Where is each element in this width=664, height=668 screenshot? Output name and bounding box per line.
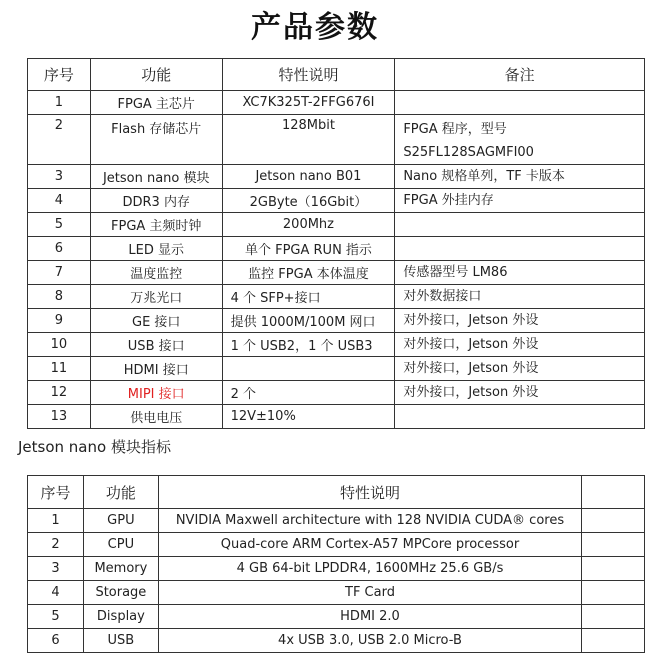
remark-line: 对外接口，Jetson 外设 — [403, 313, 539, 328]
header-function: 功能 — [90, 59, 222, 91]
table-row — [28, 405, 645, 429]
cell-remark — [395, 91, 645, 115]
remark-line: Nano 规格单列，TF 卡版本 — [403, 169, 565, 184]
cell-no: 8 — [28, 285, 91, 309]
cell-spec: 2GByte（16Gbit） — [222, 189, 395, 213]
header-no: 序号 — [28, 476, 84, 509]
table-row — [28, 261, 645, 285]
cell-spec: 提供 1000M/100M 网口 — [222, 309, 395, 333]
cell-function: Display — [83, 605, 158, 629]
header-function: 功能 — [83, 476, 158, 509]
cell-function: USB — [83, 629, 158, 653]
header-no: 序号 — [28, 59, 91, 91]
cell-spec: 128Mbit — [222, 115, 395, 165]
cell-function: CPU — [83, 533, 158, 557]
cell-spec: 12V±10% — [222, 405, 395, 429]
cell-spec: 2 个 — [222, 381, 395, 405]
remark-line: S25FL128SAGMFI00 — [403, 145, 534, 160]
cell-remark — [395, 309, 645, 333]
cell-function: Storage — [83, 581, 158, 605]
cell-function: LED 显示 — [90, 237, 222, 261]
cell-function: USB 接口 — [90, 333, 222, 357]
cell-remark — [395, 357, 645, 381]
cell-function: FPGA 主芯片 — [90, 91, 222, 115]
table-row — [28, 309, 645, 333]
cell-spec: XC7K325T-2FFG676I — [222, 91, 395, 115]
table-row — [28, 629, 645, 653]
table-row — [28, 533, 645, 557]
cell-spec: 200Mhz — [222, 213, 395, 237]
cell-no: 5 — [28, 605, 84, 629]
cell-spec: 4x USB 3.0, USB 2.0 Micro-B — [158, 629, 581, 653]
table-row — [28, 381, 645, 405]
cell-no: 10 — [28, 333, 91, 357]
cell-no: 9 — [28, 309, 91, 333]
empty-column — [582, 476, 645, 509]
cell-remark — [395, 189, 645, 213]
cell-spec: 监控 FPGA 本体温度 — [222, 261, 395, 285]
cell-no: 1 — [28, 509, 84, 533]
empty-cell — [582, 581, 645, 605]
cell-spec: TF Card — [158, 581, 581, 605]
empty-cell — [582, 533, 645, 557]
remark-line: 对外接口，Jetson 外设 — [403, 337, 539, 352]
cell-no: 7 — [28, 261, 91, 285]
cell-function: FPGA 主频时钟 — [90, 213, 222, 237]
cell-function: Jetson nano 模块 — [90, 165, 222, 189]
cell-no: 2 — [28, 115, 91, 165]
cell-function: Memory — [83, 557, 158, 581]
cell-remark — [395, 213, 645, 237]
jetson-header-row — [28, 476, 645, 509]
cell-remark — [395, 333, 645, 357]
cell-remark — [395, 237, 645, 261]
remark-line: 传感器型号 LM86 — [403, 265, 508, 280]
cell-spec: NVIDIA Maxwell architecture with 128 NVIDIA CUDA® cores — [158, 509, 581, 533]
table-row — [28, 189, 645, 213]
cell-no: 12 — [28, 381, 91, 405]
cell-no: 3 — [28, 165, 91, 189]
cell-remark — [395, 285, 645, 309]
cell-remark — [395, 261, 645, 285]
cell-no: 6 — [28, 629, 84, 653]
remark-line: FPGA 程序，型号 — [403, 122, 507, 137]
cell-no: 11 — [28, 357, 91, 381]
header-spec: 特性说明 — [158, 476, 581, 509]
cell-no: 6 — [28, 237, 91, 261]
params-header-row — [28, 59, 645, 91]
cell-spec: Jetson nano B01 — [222, 165, 395, 189]
header-remark: 备注 — [395, 59, 645, 91]
cell-spec: 1 个 USB2，1 个 USB3 — [222, 333, 395, 357]
empty-cell — [582, 629, 645, 653]
cell-spec: Quad-core ARM Cortex-A57 MPCore processor — [158, 533, 581, 557]
empty-cell — [582, 509, 645, 533]
cell-function: 供电电压 — [90, 405, 222, 429]
table-row — [28, 581, 645, 605]
cell-function: 温度监控 — [90, 261, 222, 285]
cell-remark — [395, 115, 645, 165]
cell-no: 2 — [28, 533, 84, 557]
cell-spec: HDMI 2.0 — [158, 605, 581, 629]
table-row — [28, 213, 645, 237]
cell-no: 5 — [28, 213, 91, 237]
table-row — [28, 115, 645, 165]
cell-spec: 4 个 SFP+接口 — [222, 285, 395, 309]
cell-no: 4 — [28, 581, 84, 605]
cell-remark — [395, 405, 645, 429]
cell-function: GE 接口 — [90, 309, 222, 333]
table-row — [28, 165, 645, 189]
remark-line: FPGA 外挂内存 — [403, 193, 494, 208]
cell-function: DDR3 内存 — [90, 189, 222, 213]
jetson-section-title: Jetson nano 模块指标 — [18, 438, 171, 456]
table-row — [28, 237, 645, 261]
header-spec: 特性说明 — [222, 59, 395, 91]
cell-function: Flash 存储芯片 — [90, 115, 222, 165]
cell-no: 1 — [28, 91, 91, 115]
cell-function: GPU — [83, 509, 158, 533]
cell-remark — [395, 165, 645, 189]
remark-line: 对外接口，Jetson 外设 — [403, 385, 539, 400]
cell-spec: 4 GB 64-bit LPDDR4, 1600MHz 25.6 GB/s — [158, 557, 581, 581]
jetson-specs-table — [27, 475, 645, 653]
cell-no: 13 — [28, 405, 91, 429]
cell-function: 万兆光口 — [90, 285, 222, 309]
cell-function: MIPI 接口 — [90, 381, 222, 405]
product-params-table — [27, 58, 645, 429]
cell-spec — [222, 357, 395, 381]
cell-remark — [395, 381, 645, 405]
table-row — [28, 509, 645, 533]
cell-no: 4 — [28, 189, 91, 213]
table-row — [28, 285, 645, 309]
table-row — [28, 605, 645, 629]
table-row — [28, 333, 645, 357]
empty-cell — [582, 557, 645, 581]
cell-function: HDMI 接口 — [90, 357, 222, 381]
page-title: 产品参数 — [251, 10, 379, 45]
remark-line: 对外数据接口 — [403, 289, 482, 304]
cell-spec: 单个 FPGA RUN 指示 — [222, 237, 395, 261]
table-row — [28, 357, 645, 381]
cell-no: 3 — [28, 557, 84, 581]
table-row — [28, 557, 645, 581]
remark-line: 对外接口，Jetson 外设 — [403, 361, 539, 376]
empty-cell — [582, 605, 645, 629]
table-row — [28, 91, 645, 115]
